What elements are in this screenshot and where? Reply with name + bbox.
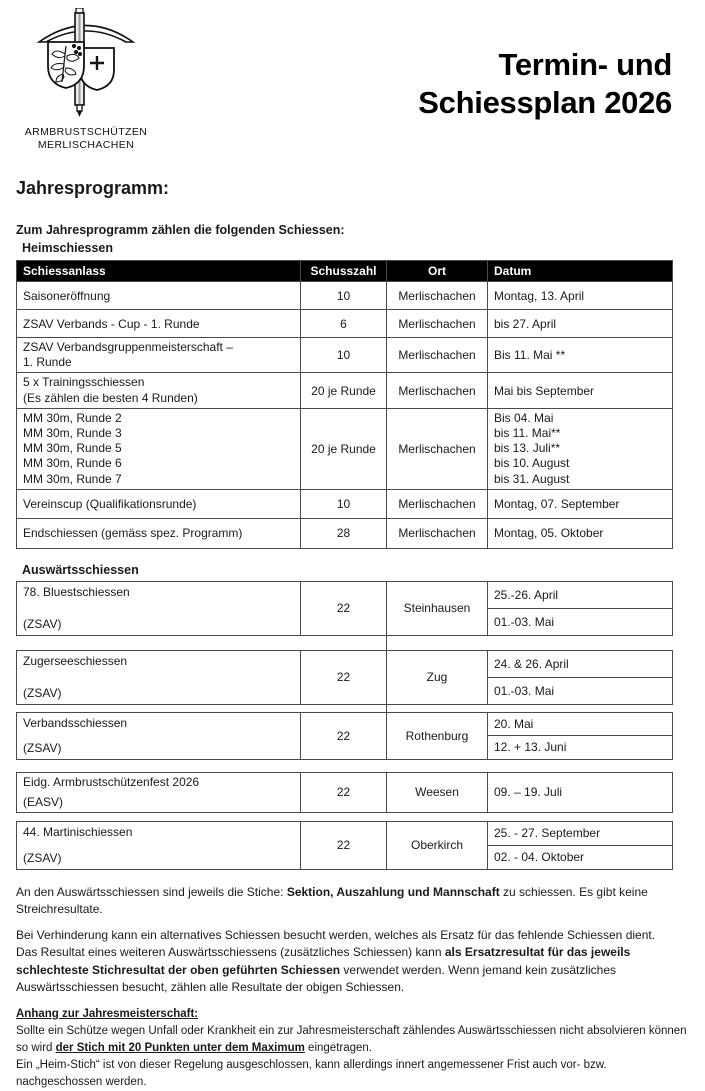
location-cell: Merlischachen: [387, 310, 488, 338]
table-row: [17, 821, 673, 845]
away-schedule-table: [16, 650, 673, 705]
location-cell: Merlischachen: [387, 338, 488, 373]
shots-cell: 20 je Runde: [301, 408, 387, 489]
column-header-schiessanlass: Schiessanlass: [17, 261, 301, 282]
location-cell: Merlischachen: [387, 373, 488, 408]
away-schedule-table: [16, 581, 673, 636]
date-cell: 25. - 27. September: [488, 821, 673, 845]
event-line: 1. Runde: [23, 355, 72, 370]
shots-cell: 10: [301, 338, 387, 373]
date-cell: 09. – 19. Juli: [488, 772, 673, 812]
event-cell: [17, 772, 301, 812]
note-anhang: [16, 1006, 692, 1091]
note-text: Ein „Heim-Stich“ ist von dieser Regelung ausgeschlossen, kann allerdings innert angemessener Frist auch vor- bzw. nachgeschossen werden.: [16, 1058, 607, 1088]
shots-cell: 10: [301, 489, 387, 518]
table-row: [17, 712, 673, 735]
note-stiche: [16, 884, 692, 918]
table-row: [17, 518, 673, 548]
organisation-line: (EASV): [23, 795, 64, 810]
event-cell: [17, 338, 301, 373]
intro-line: Zum Jahresprogramm zählen die folgenden Schiessen:: [16, 223, 345, 237]
document-title: [156, 46, 672, 122]
shots-cell: 22: [301, 712, 387, 759]
event-line: MM 30m, Runde 6: [23, 456, 122, 471]
event-cell: [17, 650, 301, 704]
event-cell: Vereinscup (Qualifikationsrunde): [17, 489, 301, 518]
away-schedule-table: [16, 821, 673, 870]
date-cell: 25.-26. April: [488, 581, 673, 608]
event-cell: [17, 581, 301, 635]
event-line: ZSAV Verbandsgruppenmeisterschaft –: [23, 340, 233, 354]
date-line: bis 13. Juli**: [494, 441, 561, 456]
note-text: eingetragen.: [304, 1041, 372, 1054]
note-text: verwendet werden. Wenn jemand kein zusätzliches Auswärtsschiessen besucht, zählen alle Resultate der obigen Schiessen.: [16, 962, 617, 995]
table-row: [17, 408, 673, 489]
event-line: MM 30m, Runde 2: [23, 410, 122, 425]
shots-cell: 22: [301, 821, 387, 869]
event-cell: Endschiessen (gemäss spez. Programm): [17, 518, 301, 548]
crossbow-shields-emblem-icon: [36, 8, 136, 120]
column-header-ort: Ort: [387, 261, 488, 282]
table-row: [17, 282, 673, 310]
document-title-line1: Termin- und: [498, 47, 672, 82]
event-line: Eidg. Armbrustschützenfest 2026: [23, 775, 200, 790]
club-name-line1: ARMBRUSTSCHÜTZEN: [24, 126, 148, 138]
shots-cell: 6: [301, 310, 387, 338]
date-cell: bis 27. April: [488, 310, 673, 338]
document-header: [16, 8, 672, 152]
note-text-bold: Sektion, Auszahlung und Mannschaft: [286, 884, 500, 899]
location-cell: Steinhausen: [387, 581, 488, 635]
event-cell: [17, 408, 301, 489]
away-schedule-table: [16, 712, 673, 760]
date-cell: Montag, 05. Oktober: [488, 518, 673, 548]
table-row: [17, 489, 673, 518]
table-header-row: [17, 261, 673, 282]
event-cell: [17, 373, 301, 408]
event-cell: Saisoneröffnung: [17, 282, 301, 310]
footnotes: [16, 884, 692, 1091]
event-line: 78. Bluestschiessen: [23, 585, 130, 600]
section-heading-jahresprogramm: Jahresprogramm:: [16, 178, 170, 198]
event-line: (Es zählen die besten 4 Runden): [23, 390, 198, 405]
subheading-heimschiessen: Heimschiessen: [22, 241, 114, 255]
organisation-line: (ZSAV): [23, 617, 62, 632]
shots-cell: 22: [301, 581, 387, 635]
shots-cell: 28: [301, 518, 387, 548]
note-text: Das Resultat eines weiteren Auswärtsschiessens (zusätzliches Schiessen) kann: [16, 945, 445, 960]
column-divider-line: [386, 635, 387, 651]
date-cell: Montag, 07. September: [488, 489, 673, 518]
location-cell: Merlischachen: [387, 408, 488, 489]
club-name-line2: MERLISCHACHEN: [37, 139, 135, 151]
date-line: bis 10. August: [494, 456, 570, 471]
home-schedule-table: [16, 260, 673, 549]
date-cell: 24. & 26. April: [488, 650, 673, 677]
organisation-line: (ZSAV): [23, 741, 62, 756]
event-line: MM 30m, Runde 3: [23, 426, 122, 441]
shots-cell: 22: [301, 650, 387, 704]
document-title-line2: Schiessplan 2026: [418, 85, 672, 120]
note-heading: Anhang zur Jahresmeisterschaft:: [16, 1007, 199, 1020]
table-row: [17, 338, 673, 373]
table-gap: [16, 760, 672, 772]
event-cell: ZSAV Verbands - Cup - 1. Runde: [17, 310, 301, 338]
event-line: 5 x Trainingsschiessen: [23, 375, 145, 390]
note-ersatz: [16, 927, 692, 997]
date-cell: 12. + 13. Juni: [488, 735, 673, 759]
table-gap: [16, 636, 672, 650]
subheading-auswaertsschiessen: Auswärtsschiessen: [22, 562, 139, 577]
table-gap: [16, 813, 672, 821]
event-line: MM 30m, Runde 5: [23, 441, 122, 456]
table-row: [17, 772, 673, 812]
event-line: 44. Martinischiessen: [23, 825, 133, 840]
note-text-bold: als Ersatzresultat für das jeweils schlechteste Stichresultat der oben geführten Schiessen: [16, 945, 631, 977]
organisation-line: (ZSAV): [23, 686, 62, 701]
column-divider-line: [386, 704, 387, 713]
event-cell: [17, 712, 301, 759]
event-line: Verbandsschiessen: [23, 716, 128, 731]
date-cell: 01.-03. Mai: [488, 608, 673, 635]
table-row: [17, 373, 673, 408]
date-line: bis 31. August: [494, 471, 570, 486]
table-row: [17, 650, 673, 677]
location-cell: Merlischachen: [387, 282, 488, 310]
club-name: [16, 126, 156, 152]
location-cell: Merlischachen: [387, 518, 488, 548]
location-cell: Merlischachen: [387, 489, 488, 518]
note-text: zu schiessen. Es gibt keine Streichresultate.: [16, 884, 648, 916]
event-line: Zugerseeschiessen: [23, 654, 128, 669]
club-logo-block: [16, 8, 156, 152]
event-line: MM 30m, Runde 7: [23, 471, 122, 486]
date-cell: Mai bis September: [488, 373, 673, 408]
column-header-schusszahl: Schusszahl: [301, 261, 387, 282]
date-line: bis 11. Mai**: [494, 426, 561, 441]
away-schedule-table: [16, 772, 673, 813]
date-line: Bis 04. Mai: [494, 410, 554, 425]
shots-cell: 20 je Runde: [301, 373, 387, 408]
column-header-datum: Datum: [488, 261, 673, 282]
date-cell: 01.-03. Mai: [488, 677, 673, 704]
date-cell: 02. - 04. Oktober: [488, 845, 673, 869]
location-cell: Weesen: [387, 772, 488, 812]
date-cell: Bis 11. Mai **: [488, 338, 673, 373]
shots-cell: 22: [301, 772, 387, 812]
shots-cell: 10: [301, 282, 387, 310]
location-cell: Rothenburg: [387, 712, 488, 759]
note-text: An den Auswärtsschiessen sind jeweils die Stiche:: [16, 884, 287, 899]
organisation-line: (ZSAV): [23, 851, 62, 866]
location-cell: Oberkirch: [387, 821, 488, 869]
location-cell: Zug: [387, 650, 488, 704]
note-text: Sollte ein Schütze wegen Unfall oder Krankheit ein zur Jahresmeisterschaft zählendes Auswärtsschiessen nicht absolvieren können so wird: [16, 1024, 687, 1054]
note-text: Bei Verhinderung kann ein alternatives Schiessen besucht werden, welches als Ersatz für das fehlende Schiessen dient.: [16, 927, 656, 942]
date-cell: Montag, 13. April: [488, 282, 673, 310]
table-row: [17, 310, 673, 338]
table-row: [17, 581, 673, 608]
table-gap: [16, 705, 672, 712]
date-cell: 20. Mai: [488, 712, 673, 735]
note-text-bold-underline: der Stich mit 20 Punkten unter dem Maximum: [55, 1041, 305, 1054]
event-cell: [17, 821, 301, 869]
date-cell: [488, 408, 673, 489]
